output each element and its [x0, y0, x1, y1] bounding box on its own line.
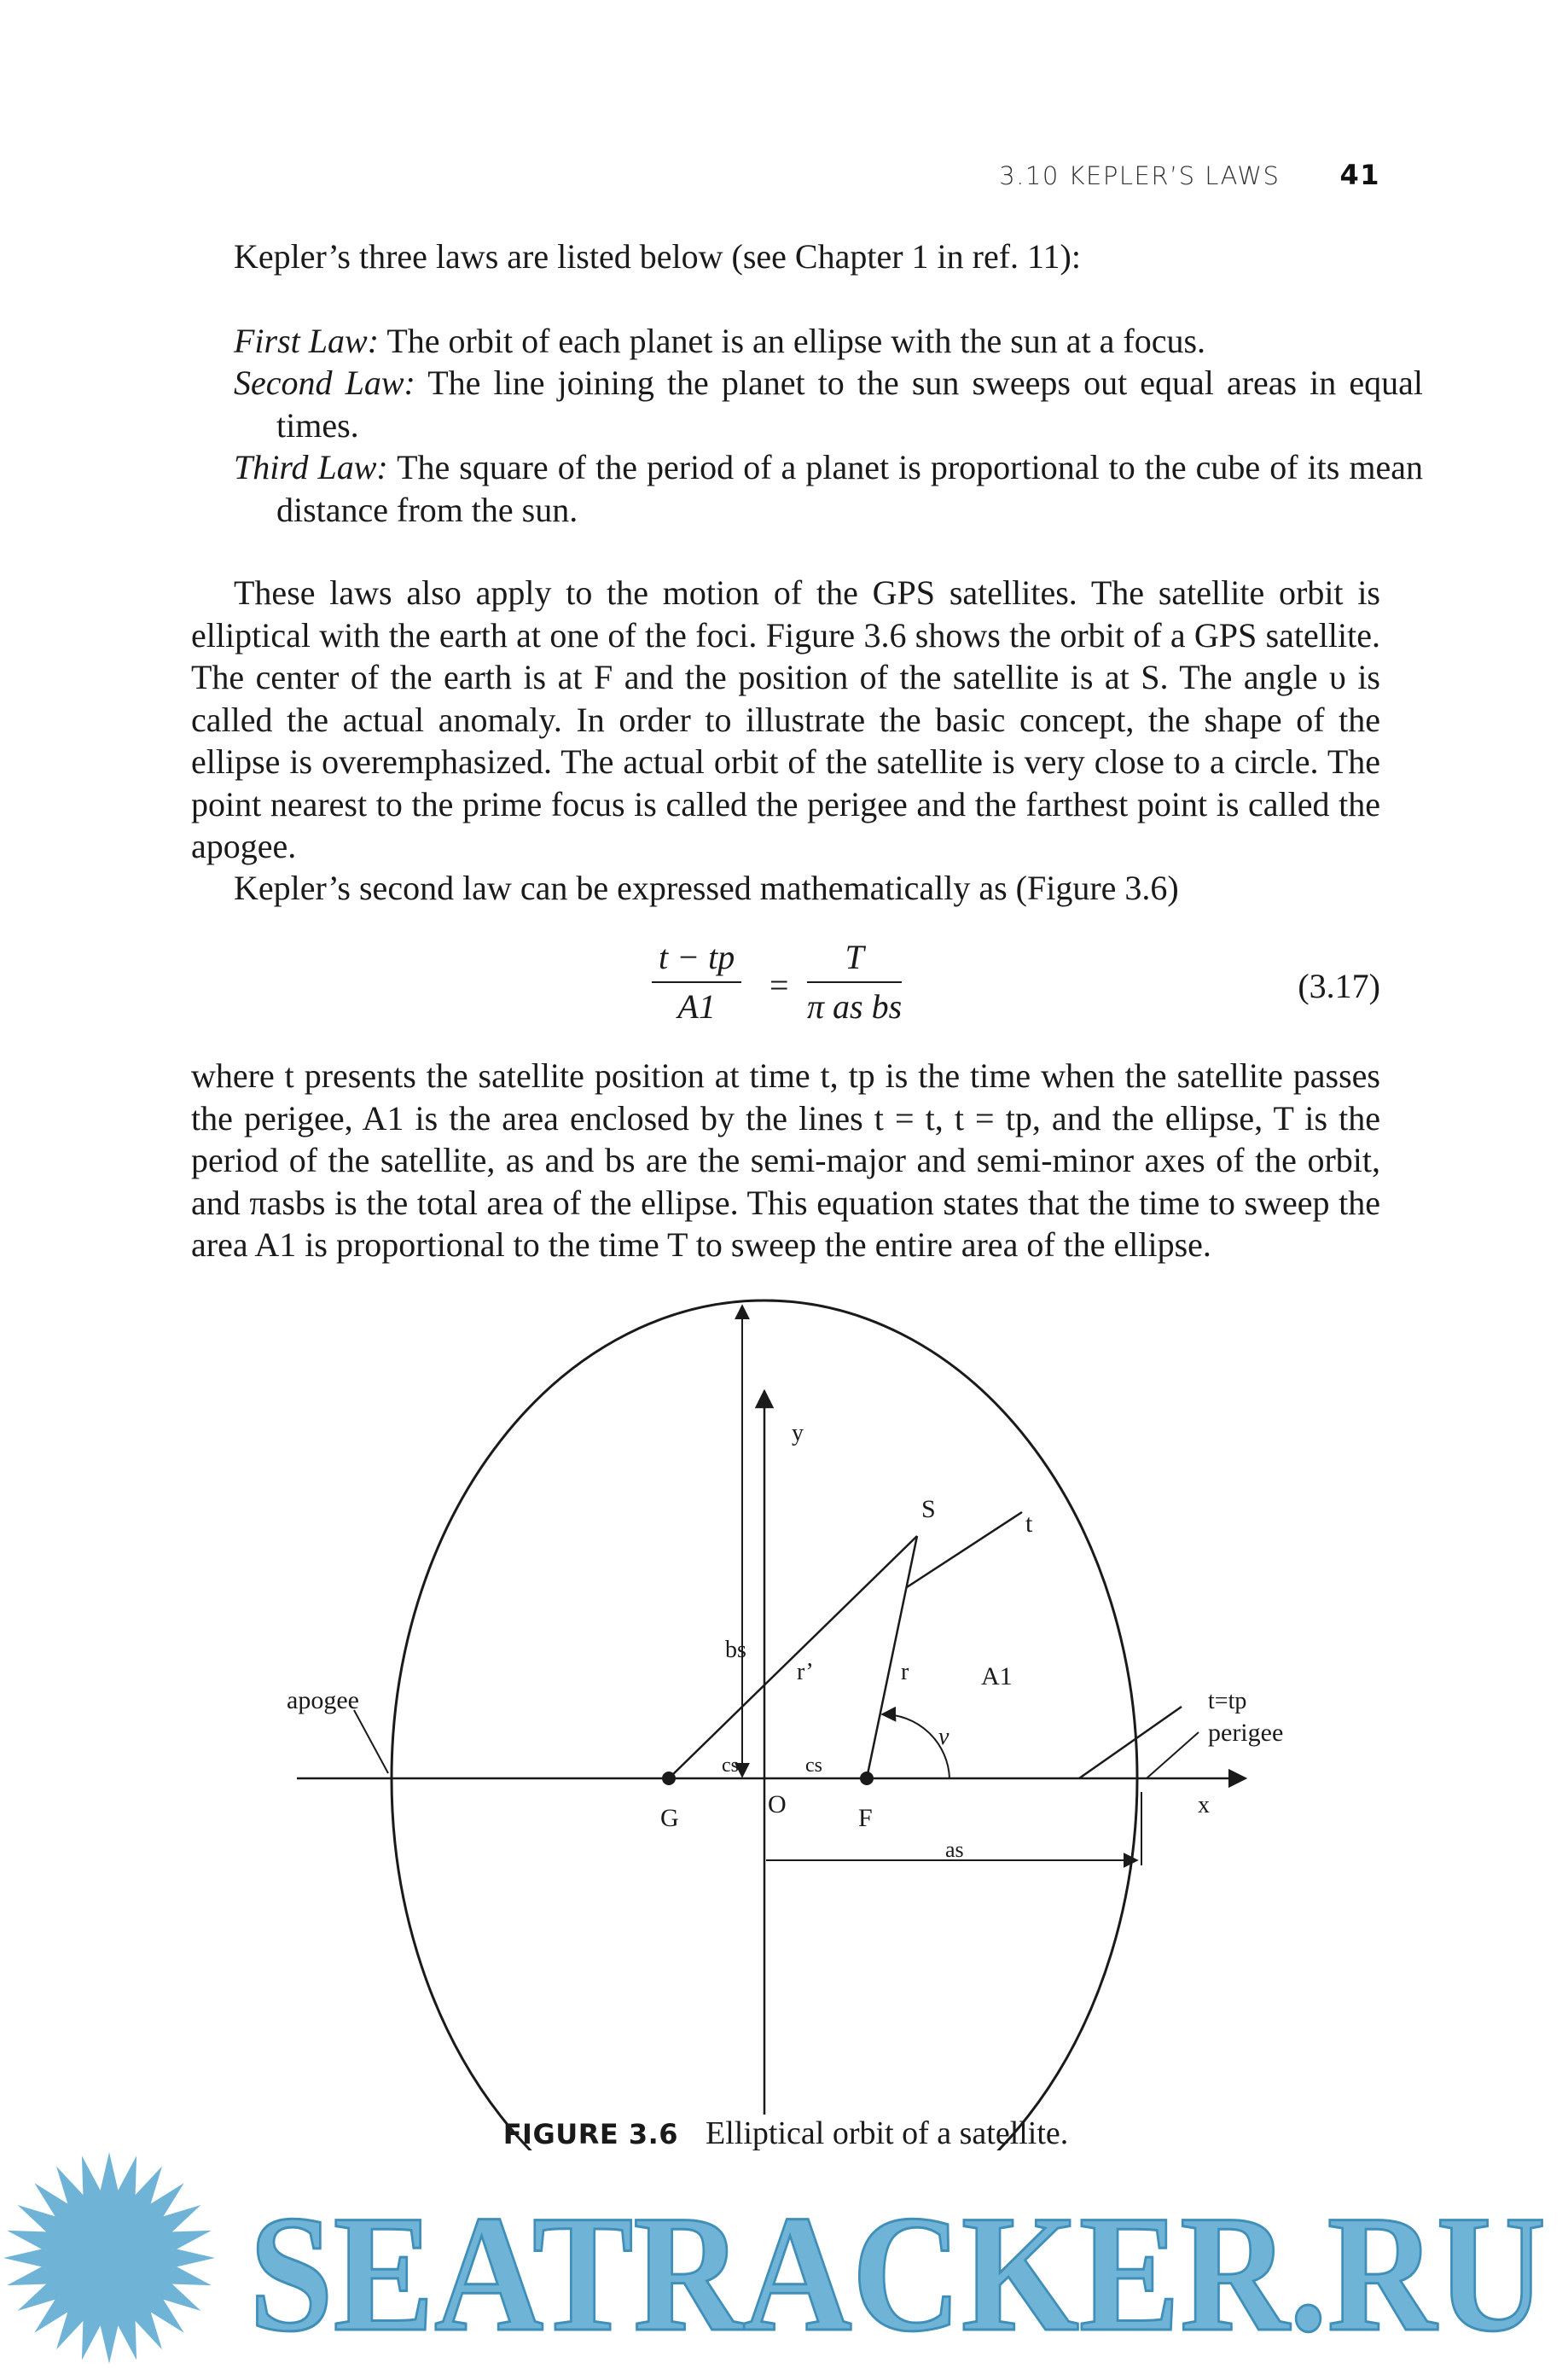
equals-sign: =	[769, 966, 789, 1004]
watermark-text: SEATRACKER.RU	[249, 2181, 1546, 2366]
point-G	[662, 1772, 676, 1785]
equation-number: (3.17)	[1298, 967, 1380, 1005]
watermark	[0, 2150, 1568, 2368]
label-t: t	[1025, 1510, 1033, 1538]
figure-caption	[191, 2115, 1380, 2152]
first-law-name: First Law:	[234, 322, 380, 360]
label-G: G	[660, 1804, 679, 1832]
first-law-text: The orbit of each planet is an ellipse with the sun at a focus.	[386, 322, 1206, 360]
r-line	[867, 1536, 917, 1778]
label-cs-right: cs	[805, 1754, 822, 1777]
apogee-pointer	[354, 1710, 388, 1773]
equation-rhs-denominator: π as bs	[807, 987, 903, 1026]
perigee-pointer	[1147, 1732, 1199, 1778]
third-law-name: Third Law:	[234, 448, 388, 486]
figure-caption-text: Elliptical orbit of a satellite.	[706, 2115, 1069, 2151]
label-x: x	[1198, 1792, 1210, 1818]
page-number: 41	[1339, 159, 1380, 191]
gps-paragraph: These laws also apply to the motion of the GPS satellites. The satellite orbit is elliptical with the earth at one of the foci. Figure 3.6 shows the orbit of a GPS satellite. The center of the earth is at F and the position of the satellite is at S. The angle υ is called the actual anomaly. In order to illustrate the basic concept, the shape of the ellipse is overemphasized. The actual orbit of the satellite is very close to a circle. The point nearest to the prime focus is called the perigee and the farthest point is called the apogee.	[191, 573, 1380, 865]
label-bs: bs	[725, 1637, 746, 1663]
label-r-prime: r’	[797, 1659, 814, 1685]
equation-lhs-denominator: A1	[677, 987, 716, 1026]
label-S: S	[921, 1495, 936, 1523]
label-t-eq-tp: t=tp	[1208, 1688, 1247, 1714]
label-y: y	[792, 1420, 804, 1446]
equation-lhs-numerator: t − tp	[652, 939, 741, 983]
t-line	[907, 1512, 1022, 1587]
label-cs-left: cs	[722, 1754, 739, 1777]
where-paragraph: where t presents the satellite position at time t, tp is the time when the satellite passes the perigee, A1 is the area enclosed by the lines t = t, t = tp, and the ellipse, T is the period of the satellite, as and bs are the semi-major and semi-minor axes of the orbit, and πasbs is the total area of the ellipse. This equation states that the time to sweep the area A1 is proportional to the time T to sweep the entire area of the ellipse.	[191, 1056, 1380, 1264]
label-nu: ν	[938, 1724, 950, 1750]
figure-caption-label: FIGURE 3.6	[502, 2118, 679, 2150]
label-F: F	[858, 1804, 873, 1832]
label-O: O	[768, 1790, 787, 1818]
label-as: as	[945, 1837, 964, 1862]
second-law-text: The line joining the planet to the sun sweeps out equal areas in equal times.	[276, 364, 1423, 445]
label-perigee: perigee	[1208, 1719, 1284, 1747]
running-header-section: 3.10 KEPLER’S LAWS	[999, 161, 1281, 190]
sun-logo-icon	[3, 2152, 215, 2364]
perigee-line	[1079, 1707, 1182, 1778]
point-F	[860, 1772, 874, 1785]
label-r: r	[901, 1659, 909, 1685]
equation-rhs-numerator: T	[807, 939, 902, 983]
third-law-text: The square of the period of a planet is proportional to the cube of its mean distance from the sun.	[276, 448, 1424, 529]
label-A1: A1	[981, 1662, 1013, 1690]
second-law-name: Second Law:	[234, 364, 415, 402]
second-law-paragraph: Kepler’s second law can be expressed mathematically as (Figure 3.6)	[234, 869, 1179, 907]
intro-paragraph: Kepler’s three laws are listed below (see Chapter 1 in ref. 11):	[234, 237, 1081, 276]
r-prime-line	[669, 1536, 917, 1778]
label-apogee: apogee	[287, 1686, 359, 1714]
